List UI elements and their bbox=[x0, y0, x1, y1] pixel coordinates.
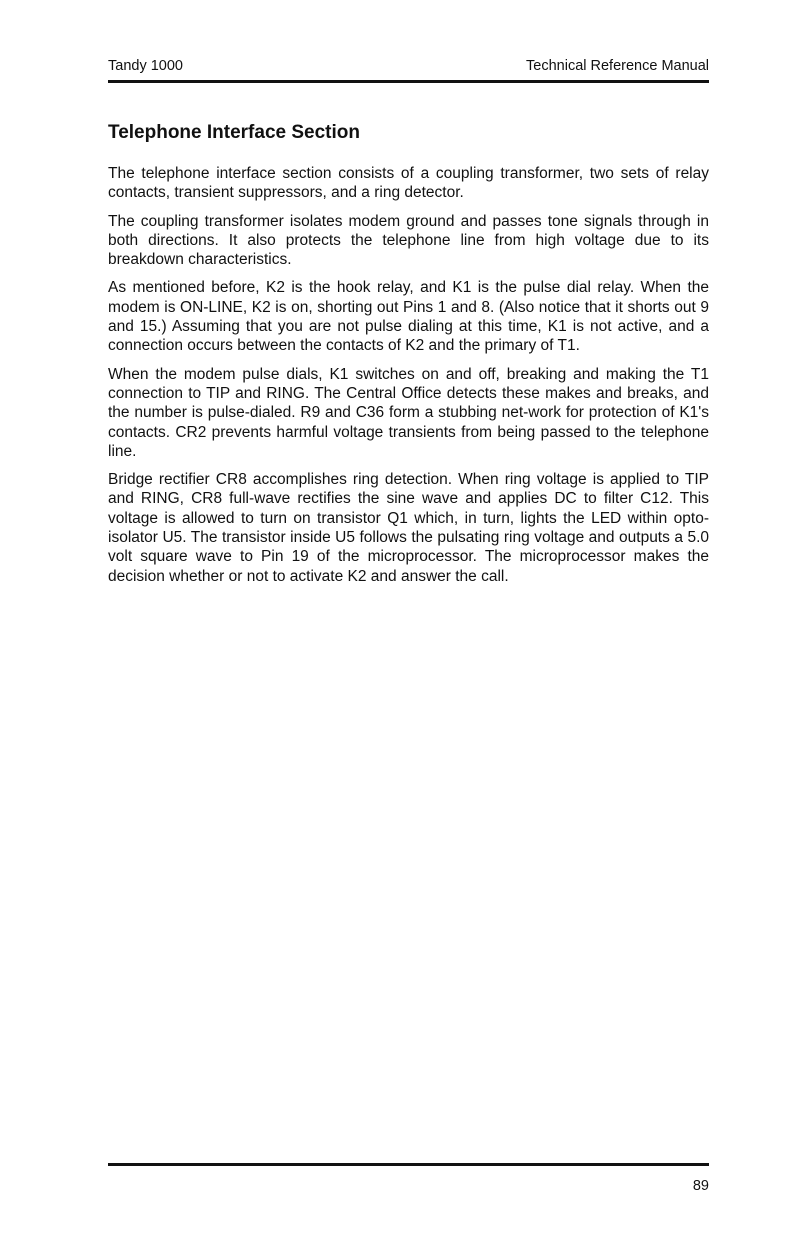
header-manual-title: Technical Reference Manual bbox=[526, 58, 709, 74]
section-title: Telephone Interface Section bbox=[108, 122, 360, 143]
running-header bbox=[108, 56, 709, 76]
page-number: 89 bbox=[692, 1178, 709, 1194]
header-rule bbox=[108, 80, 709, 83]
paragraph-coupling-transformer: The coupling transformer isolates modem ground and passes tone signals through in both directions. It also protects the telephone line from high voltage due to its breakdown characteristics. bbox=[108, 212, 709, 269]
section-body bbox=[108, 164, 709, 595]
header-manual-name: Tandy 1000 bbox=[108, 58, 183, 74]
footer-rule bbox=[108, 1163, 709, 1166]
paragraph-pulse-dialing: When the modem pulse dials, K1 switches on and off, breaking and making the T1 connection to TIP and RING. The Central Office detects these makes and breaks, and the number is pulse-dialed. R9 and C36 form a stubbing net-work for protection of K1's contacts. CR2 prevents harmful voltage transients from being passed to the telephone line. bbox=[108, 365, 709, 460]
paragraph-relays: As mentioned before, K2 is the hook relay, and K1 is the pulse dial relay. When the modem is ON-LINE, K2 is on, shorting out Pins 1 and 8. (Also notice that it shorts out 9 and 15.) Assuming that you are not pulse dialing at this time, K1 is not active, and a connection occurs between the contacts of K2 and the primary of T1. bbox=[108, 279, 709, 355]
paragraph-overview: The telephone interface section consists of a coupling transformer, two sets of relay contacts, transient suppressors, and a ring detector. bbox=[108, 165, 709, 202]
paragraph-ring-detection: Bridge rectifier CR8 accomplishes ring detection. When ring voltage is applied to TIP and RING, CR8 full-wave rectifies the sine wave and applies DC to filter C12. This voltage is allowed to turn on transistor Q1 which, in turn, lights the LED within opto-isolator U5. The transistor inside U5 follows the pulsating ring voltage and outputs a 5.0 volt square wave to Pin 19 of the microprocessor. The microprocessor makes the decision whether or not to activate K2 and answer the call. bbox=[108, 471, 709, 585]
